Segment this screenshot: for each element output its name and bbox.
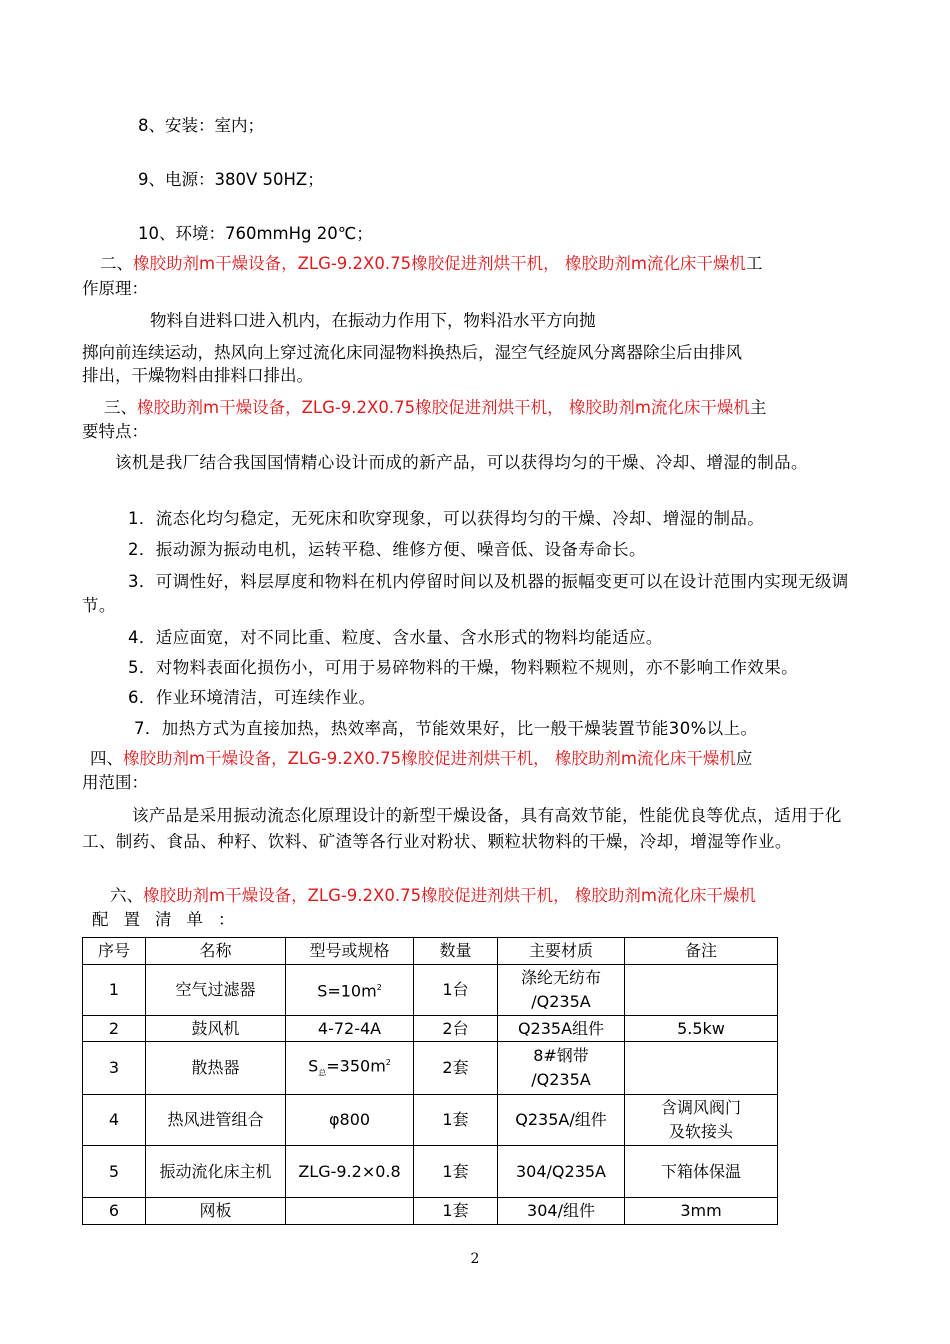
cell-qty: 1台 bbox=[414, 965, 498, 1016]
spec-superscript: 2 bbox=[385, 1057, 391, 1067]
config-list-label: 配置清单： bbox=[92, 910, 250, 929]
material-line1: 涤纶无纺布 bbox=[520, 968, 601, 987]
spec-environment: 10、环境：760mmHg 20℃； bbox=[138, 224, 373, 243]
cell-qty: 1套 bbox=[414, 1095, 498, 1146]
cell-material: Q235A/组件 bbox=[498, 1095, 625, 1146]
section4-body: 该产品是采用振动流态化原理设计的新型干燥设备，具有高效节能，性能优良等优点，适用于化工、制药、食品、种籽、饮料、矿渣等各行业对粉状、颗粒状物料的干燥，冷却，增湿等作业。 bbox=[82, 806, 842, 851]
cell-qty: 2台 bbox=[414, 1016, 498, 1042]
cell-spec bbox=[286, 1042, 414, 1095]
cell-no: 4 bbox=[83, 1095, 146, 1146]
cell-name: 空气过滤器 bbox=[146, 965, 286, 1016]
config-table bbox=[82, 937, 778, 1225]
cell-name: 鼓风机 bbox=[146, 1016, 286, 1042]
feature-point-1: 1．流态化均匀稳定，无死床和吹穿现象，可以获得均匀的干燥、冷却、增湿的制品。 bbox=[128, 509, 765, 528]
section3-suffix: 主 bbox=[749, 398, 767, 417]
section2-prefix: 二、 bbox=[100, 254, 133, 273]
feature-point-5: 5．对物料表面化损伤小，可用于易碎物料的干燥，物料颗粒不规则，亦不影响工作效果。 bbox=[128, 658, 798, 677]
cell-material bbox=[498, 1042, 625, 1095]
cell-qty: 1套 bbox=[414, 1198, 498, 1225]
table-row bbox=[83, 965, 778, 1016]
section4-suffix: 应 bbox=[735, 749, 753, 768]
table-row bbox=[83, 1095, 778, 1146]
cell-material: 304/Q235A bbox=[498, 1146, 625, 1198]
section2-heading bbox=[100, 252, 762, 276]
col-header-spec: 型号或规格 bbox=[286, 938, 414, 965]
cell-material: Q235A组件 bbox=[498, 1016, 625, 1042]
section4-heading-cont: 用范围： bbox=[82, 773, 148, 792]
section2-suffix: 工 bbox=[745, 254, 763, 273]
feature-point-3: 3．可调性好，料层厚度和物料在机内停留时间以及机器的振幅变更可以在设计范围内实现无级调节。 bbox=[82, 572, 849, 615]
spec-power: 9、电源：380V 50HZ； bbox=[138, 170, 324, 189]
section6-heading bbox=[110, 884, 756, 908]
material-line2: /Q235A bbox=[531, 1070, 591, 1089]
cell-name: 热风进管组合 bbox=[146, 1095, 286, 1146]
feature-point-4: 4．适应面宽，对不同比重、粒度、含水量、含水形式的物料均能适应。 bbox=[128, 628, 663, 647]
table-row bbox=[83, 1198, 778, 1225]
spec-text: S bbox=[308, 1056, 319, 1076]
material-line2: /Q235A bbox=[531, 992, 591, 1011]
cell-no: 1 bbox=[83, 965, 146, 1016]
cell-note: 3mm bbox=[625, 1198, 778, 1225]
cell-qty: 2套 bbox=[414, 1042, 498, 1095]
cell-material: 304/组件 bbox=[498, 1198, 625, 1225]
col-header-qty: 数量 bbox=[414, 938, 498, 965]
spec-text: S=10m bbox=[317, 981, 377, 1001]
page-number: 2 bbox=[470, 1251, 480, 1267]
cell-name: 网板 bbox=[146, 1198, 286, 1225]
spec-text-2: =350m bbox=[326, 1056, 386, 1076]
cell-material bbox=[498, 965, 625, 1016]
cell-qty: 1套 bbox=[414, 1146, 498, 1198]
cell-note bbox=[625, 965, 778, 1016]
col-header-material: 主要材质 bbox=[498, 938, 625, 965]
feature-point-6: 6．作业环境清洁，可连续作业。 bbox=[128, 688, 376, 707]
section4-red-title: 橡胶助剂m干燥设备，ZLG-9.2X0.75橡胶促进剂烘干机， 橡胶助剂m流化床干燥机 bbox=[123, 749, 736, 768]
cell-name: 散热器 bbox=[146, 1042, 286, 1095]
cell-spec: ZLG-9.2×0.8 bbox=[286, 1146, 414, 1198]
material-line1: 8#钢带 bbox=[533, 1046, 589, 1065]
spec-install: 8、安装：室内； bbox=[138, 116, 264, 135]
col-header-note: 备注 bbox=[625, 938, 778, 965]
section3-intro: 该机是我厂结合我国国情精心设计而成的新产品，可以获得均匀的干燥、冷却、增湿的制品。 bbox=[115, 453, 808, 472]
cell-spec: 4-72-4A bbox=[286, 1016, 414, 1042]
table-row bbox=[83, 1042, 778, 1095]
section2-para-line3: 排出，干燥物料由排料口排出。 bbox=[82, 366, 313, 385]
cell-spec: φ800 bbox=[286, 1095, 414, 1146]
table-header-row bbox=[83, 938, 778, 965]
feature-point-2: 2．振动源为振动电机，运转平稳、维修方便、噪音低、设备寿命长。 bbox=[128, 540, 646, 559]
cell-no: 2 bbox=[83, 1016, 146, 1042]
cell-note bbox=[625, 1042, 778, 1095]
section3-prefix: 三、 bbox=[104, 398, 137, 417]
cell-spec bbox=[286, 1198, 414, 1225]
section4-prefix: 四、 bbox=[90, 749, 123, 768]
col-header-no: 序号 bbox=[83, 938, 146, 965]
table-row bbox=[83, 1016, 778, 1042]
section2-heading-cont: 作原理： bbox=[82, 279, 148, 298]
cell-name: 振动流化床主机 bbox=[146, 1146, 286, 1198]
cell-note: 5.5kw bbox=[625, 1016, 778, 1042]
cell-spec bbox=[286, 965, 414, 1016]
section2-para-line2: 掷向前连续运动，热风向上穿过流化床同湿物料换热后，湿空气经旋风分离器除尘后由排风 bbox=[82, 343, 742, 362]
section3-heading-cont: 要特点： bbox=[82, 422, 148, 441]
section2-para-line1: 物料自进料口进入机内，在振动力作用下，物料沿水平方向抛 bbox=[150, 311, 596, 330]
section6-red-title: 橡胶助剂m干燥设备，ZLG-9.2X0.75橡胶促进剂烘干机， 橡胶助剂m流化床干燥机 bbox=[143, 886, 756, 905]
section6-prefix: 六、 bbox=[110, 886, 143, 905]
section3-heading bbox=[104, 396, 766, 420]
section3-red-title: 橡胶助剂m干燥设备，ZLG-9.2X0.75橡胶促进剂烘干机， 橡胶助剂m流化床干燥机 bbox=[137, 398, 750, 417]
cell-note: 下箱体保温 bbox=[625, 1146, 778, 1198]
spec-superscript: 2 bbox=[376, 983, 382, 993]
cell-note bbox=[625, 1095, 778, 1146]
note-line2: 及软接头 bbox=[668, 1122, 733, 1141]
col-header-name: 名称 bbox=[146, 938, 286, 965]
table-row bbox=[83, 1146, 778, 1198]
cell-no: 6 bbox=[83, 1198, 146, 1225]
section2-red-title: 橡胶助剂m干燥设备，ZLG-9.2X0.75橡胶促进剂烘干机， 橡胶助剂m流化床干燥机 bbox=[133, 254, 746, 273]
cell-no: 5 bbox=[83, 1146, 146, 1198]
cell-no: 3 bbox=[83, 1042, 146, 1095]
note-line1: 含调风阀门 bbox=[660, 1098, 741, 1117]
section4-heading bbox=[90, 747, 752, 771]
spec-subscript: 总 bbox=[318, 1068, 327, 1078]
feature-point-7: 7．加热方式为直接加热，热效率高，节能效果好，比一般干燥装置节能30%以上。 bbox=[134, 719, 758, 738]
